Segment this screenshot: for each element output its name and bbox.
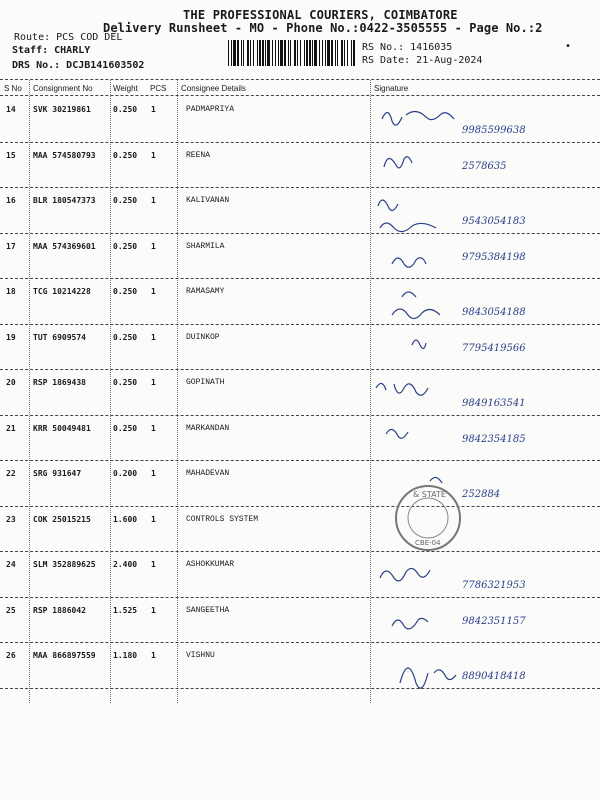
barcode-bar: [347, 40, 348, 66]
barcode-bar: [322, 40, 323, 66]
handwritten-phone: 7786321953: [462, 580, 526, 591]
consignee-name: RAMASAMY: [186, 287, 225, 296]
pieces: 1: [151, 560, 156, 569]
handwritten-signature: [392, 257, 426, 266]
pieces: 1: [151, 287, 156, 296]
signature-area: [372, 598, 597, 646]
consignment-number: RSP 1886042: [33, 605, 86, 615]
barcode-bar: [257, 40, 258, 66]
weight: 0.250: [113, 423, 138, 433]
weight: 0.200: [113, 469, 138, 478]
serial-number: 21: [6, 423, 16, 433]
consignment-number: TUT 6909574: [33, 332, 86, 342]
signature-area: [372, 143, 597, 191]
barcode-bar: [267, 40, 270, 66]
table-row: [0, 234, 600, 279]
barcode-bar: [278, 40, 279, 66]
signature-area: [372, 188, 597, 236]
drs-number: DRS No.: DCJB141603502: [12, 60, 145, 71]
weight: 0.250: [113, 105, 138, 114]
barcode-bar: [284, 40, 286, 66]
table-row: [0, 279, 600, 324]
serial-number: 18: [6, 287, 16, 296]
barcode-bar: [280, 40, 283, 66]
consignment-number: TCG 10214228: [33, 287, 91, 296]
barcode-bar: [337, 40, 338, 66]
handwritten-phone: 9843054188: [462, 307, 526, 318]
table-row: [0, 143, 600, 188]
consignee-name: ASHOKKUMAR: [186, 560, 235, 569]
barcode-bar: [294, 40, 296, 66]
serial-number: 24: [6, 560, 16, 569]
serial-number: 26: [6, 651, 16, 660]
col-sno: S No: [4, 84, 22, 93]
serial-number: 15: [6, 150, 16, 160]
handwritten-signature: [386, 429, 408, 438]
handwritten-phone: 9849163541: [462, 398, 526, 409]
consignee-name: REENA: [186, 150, 211, 160]
serial-number: 17: [6, 241, 16, 251]
consignment-number: KRR 50049481: [33, 423, 91, 433]
handwritten-signature: [378, 200, 436, 232]
barcode-bar: [253, 40, 254, 66]
barcode-bar: [250, 40, 251, 66]
rs-date: RS Date: 21-Aug-2024: [362, 55, 483, 66]
handwritten-phone: 252884: [462, 489, 501, 500]
company-stamp: [393, 483, 463, 553]
barcode-bar: [327, 40, 330, 66]
barcode-bar: [312, 40, 313, 66]
handwritten-signature: [380, 568, 430, 580]
barcode-bar: [241, 40, 242, 66]
signature-area: [372, 325, 597, 373]
col-consignment: Consignment No: [33, 84, 93, 93]
consignment-number: MAA 866897559: [33, 651, 96, 660]
pieces: 1: [151, 241, 156, 251]
barcode-bar: [325, 40, 326, 66]
barcode: [228, 40, 356, 66]
signature-area: [372, 279, 597, 327]
runsheet-title: Delivery Runsheet - MO - Phone No.:0422-3505555 - Page No.:2: [103, 21, 543, 35]
stamp-top-text: & STATE: [413, 490, 446, 499]
barcode-bar: [297, 40, 298, 66]
barcode-bar: [228, 40, 229, 66]
weight: 2.400: [113, 560, 138, 569]
barcode-bar: [272, 40, 273, 66]
barcode-bar: [290, 40, 291, 66]
serial-number: 14: [6, 105, 16, 114]
barcode-bar: [353, 40, 355, 66]
handwritten-signature: [376, 383, 428, 395]
consignment-number: SVK 30219861: [33, 105, 91, 114]
handwritten-signature: [392, 292, 440, 319]
pieces: 1: [151, 332, 156, 342]
consignee-name: SANGEETHA: [186, 605, 230, 615]
consignment-number: COK 25015215: [33, 514, 91, 524]
consignment-number: MAA 574580793: [33, 150, 96, 160]
barcode-bar: [259, 40, 261, 66]
barcode-bar: [341, 40, 343, 66]
handwritten-phone: 2578635: [462, 160, 507, 172]
consignee-name: KALIVANAN: [186, 196, 230, 205]
pieces: 1: [151, 378, 156, 387]
col-pcs: PCS: [150, 84, 167, 93]
consignee-name: PADMAPRIYA: [186, 105, 235, 114]
serial-number: 22: [6, 469, 16, 478]
handwritten-phone: 7795419566: [462, 342, 526, 354]
barcode-bar: [304, 40, 305, 66]
consignee-name: MARKANDAN: [186, 423, 230, 433]
handwritten-phone: 9842354185: [462, 433, 526, 445]
pieces: 1: [151, 469, 156, 478]
pieces: 1: [151, 514, 156, 524]
barcode-bar: [265, 40, 266, 66]
barcode-bar: [351, 40, 352, 66]
pieces: 1: [151, 105, 156, 114]
company-title: THE PROFESSIONAL COURIERS, COIMBATORE: [183, 8, 458, 22]
barcode-bar: [233, 40, 236, 66]
consignee-name: SHARMILA: [186, 241, 225, 251]
signature-area: [372, 416, 597, 464]
serial-number: 19: [6, 332, 16, 342]
rs-number: RS No.: 1416035: [362, 42, 453, 53]
consignment-number: SLM 352889625: [33, 560, 96, 569]
handwritten-phone: 9795384198: [462, 251, 526, 263]
row-separator: [0, 688, 600, 689]
consignee-name: GOPINATH: [186, 378, 225, 387]
barcode-bar: [314, 40, 317, 66]
signature-area: [372, 97, 597, 145]
table-row: [0, 552, 600, 597]
table-row: [0, 416, 600, 461]
weight: 0.250: [113, 150, 138, 160]
weight: 1.525: [113, 605, 138, 615]
barcode-bar: [237, 40, 239, 66]
signature-area: [372, 370, 597, 418]
consignee-name: VISHNU: [186, 651, 215, 660]
header-bottom-rule: [0, 95, 600, 96]
serial-number: 25: [6, 605, 16, 615]
serial-number: 16: [6, 196, 16, 205]
table-row: [0, 461, 600, 506]
table-row: [0, 325, 600, 370]
barcode-bar: [275, 40, 276, 66]
consignment-number: SRG 931647: [33, 469, 82, 478]
pieces: 1: [151, 150, 156, 160]
handwritten-phone: 8890418418: [462, 671, 526, 682]
barcode-bar: [344, 40, 345, 66]
table-row: [0, 188, 600, 233]
weight: 0.250: [113, 332, 138, 342]
table-row: [0, 370, 600, 415]
stamp-bottom-text: CBE-04: [415, 539, 441, 547]
barcode-bar: [262, 40, 264, 66]
header-top-rule: [0, 79, 600, 80]
weight: 1.180: [113, 651, 138, 660]
pieces: 1: [151, 196, 156, 205]
handwritten-phone: 9985599638: [462, 125, 526, 136]
weight: 0.250: [113, 287, 138, 296]
barcode-bar: [288, 40, 289, 66]
barcode-bar: [243, 40, 244, 66]
handwritten-phone: 9543054183: [462, 216, 526, 227]
handwritten-signature: [382, 111, 454, 125]
table-row: [0, 507, 600, 552]
handwritten-signature: [384, 156, 412, 167]
consignee-name: DUINKOP: [186, 332, 220, 342]
weight: 1.600: [113, 514, 138, 524]
staff-label: Staff: CHARLY: [12, 45, 91, 56]
route-label: Route: PCS COD DEL: [14, 32, 123, 43]
col-weight: Weight: [113, 84, 138, 93]
consignment-number: MAA 574369601: [33, 241, 96, 251]
handwritten-phone: 9842351157: [462, 615, 526, 627]
serial-number: 20: [6, 378, 16, 387]
col-consignee: Consignee Details: [181, 84, 246, 93]
weight: 0.250: [113, 241, 138, 251]
consignment-number: RSP 1869438: [33, 378, 86, 387]
handwritten-signature: [400, 668, 456, 688]
pieces: 1: [151, 423, 156, 433]
barcode-bar: [247, 40, 249, 66]
weight: 0.250: [113, 378, 138, 387]
table-row: [0, 643, 600, 688]
barcode-bar: [331, 40, 333, 66]
barcode-bar: [335, 40, 336, 66]
pieces: 1: [151, 651, 156, 660]
signature-area: [372, 552, 597, 600]
barcode-bar: [309, 40, 311, 66]
consignment-number: BLR 180547373: [33, 196, 96, 205]
table-row: [0, 598, 600, 643]
barcode-bar: [306, 40, 308, 66]
signature-area: [372, 643, 597, 691]
handwritten-signature: [412, 340, 426, 349]
weight: 0.250: [113, 196, 138, 205]
col-signature: Signature: [374, 84, 409, 93]
barcode-bar: [319, 40, 320, 66]
consignee-name: MAHADEVAN: [186, 469, 230, 478]
consignee-name: CONTROLS SYSTEM: [186, 514, 259, 524]
table-row: [0, 97, 600, 142]
serial-number: 23: [6, 514, 16, 524]
corner-mark: •: [565, 41, 572, 52]
pieces: 1: [151, 605, 156, 615]
barcode-bar: [231, 40, 232, 66]
signature-area: [372, 234, 597, 282]
barcode-bar: [300, 40, 301, 66]
handwritten-signature: [392, 618, 428, 629]
